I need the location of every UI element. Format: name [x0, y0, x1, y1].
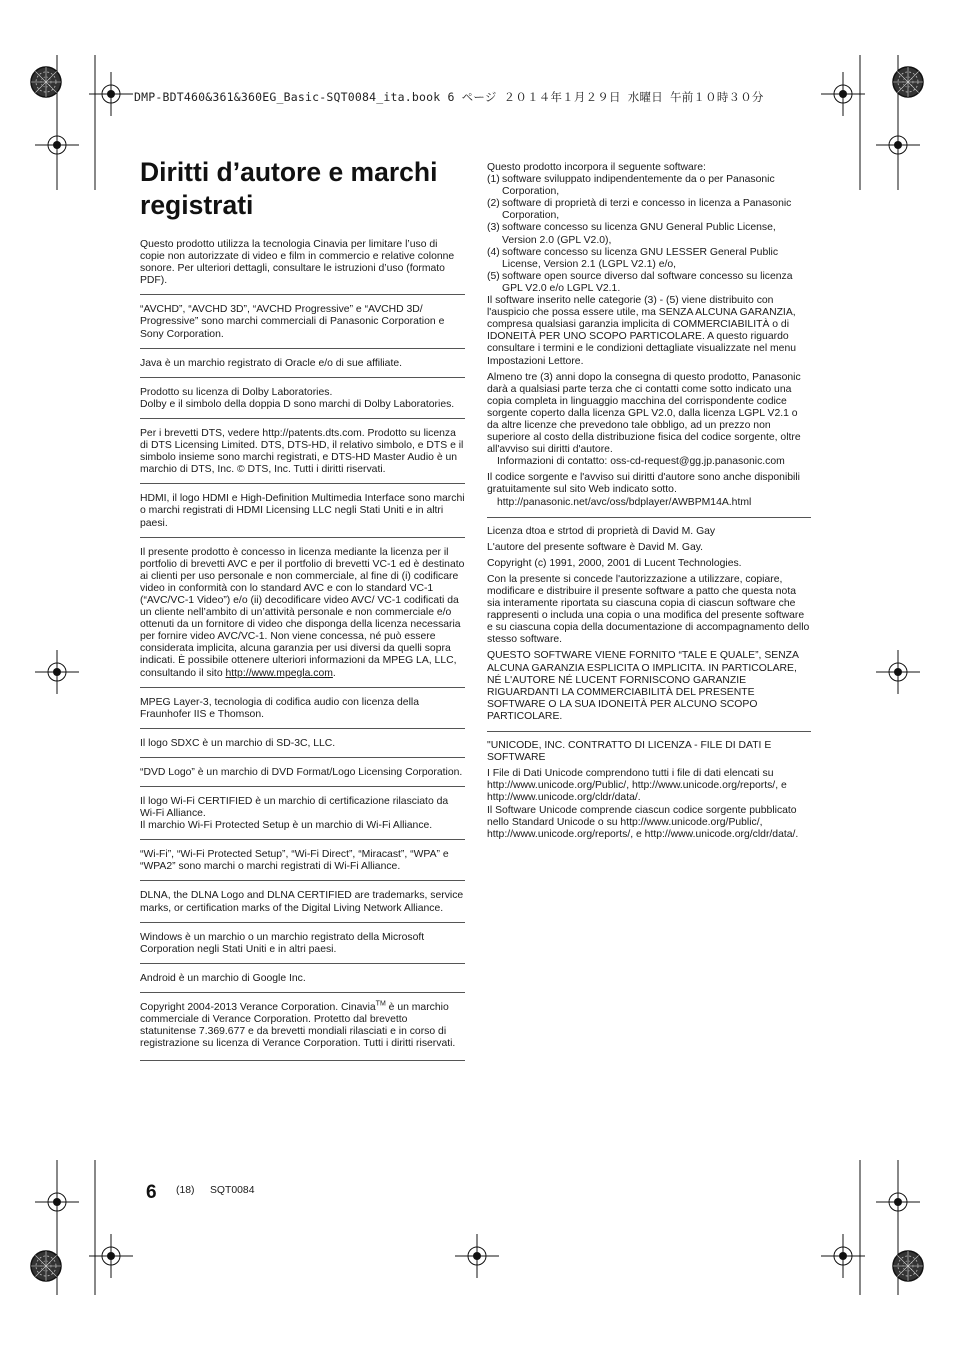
trademark-symbol: TM [375, 1000, 386, 1008]
list-item [487, 247, 811, 271]
source-offer-paragraph: Almeno tre (3) anni dopo la consegna di questo prodotto, Panasonic darà a qualsiasi parte terza che ci contatti come sotto indicato una copia completa in linguaggio macchina del corrispondente codice sorgente coperto dalla licenza GPL V2.0, dalla licenza LGPL V2.1 o da altre licenze che prevedono tale obbligo, ad un prezzo non superiore al costo della distribuzione fisica del codice sorgente, oltre all'avviso sui diritti d'autore. [487, 371, 801, 456]
list-item-number: (1) [487, 174, 500, 186]
unicode-body-block [487, 768, 811, 841]
wifi-certified-notice [140, 796, 465, 840]
verance-text [140, 1002, 465, 1050]
dts-text: Per i brevetti DTS, vedere http://patents.dts.com. Prodotto su licenza di DTS Licensing Limited. DTS, DTS-HD, il relativo simbolo, e DTS e il simbolo insieme sono marchi registrati, e DTS-HD Master Audio è un marchio di DTS, Inc. © DTS, Inc. Tutti i diritti riservati. [140, 427, 464, 476]
windows-text: Windows è un marchio o un marchio registrato della Microsoft Corporation negli Stati Uniti e in altri paesi. [140, 931, 425, 955]
hdmi-notice [140, 493, 465, 537]
list-item-number: (4) [487, 246, 500, 258]
list-item-text: software open source diverso dal software concesso su licenza GPL V2.0 e/o LGPL V2.1. [502, 270, 793, 294]
list-item-text: software concesso su licenza GNU LESSER General Public License, Version 2.1 (LGPL V2.1) e/o, [502, 246, 779, 270]
unicode-title: "UNICODE, INC. CONTRATTO DI LICENZA - FILE DI DATI E SOFTWARE [487, 740, 772, 764]
list-item [487, 271, 811, 295]
left-column [140, 239, 465, 1070]
dtoa-copyright-block [487, 558, 811, 570]
mpeg-notice [140, 697, 465, 729]
avchd-text: “AVCHD”, “AVCHD 3D”, “AVCHD Progressive” e “AVCHD 3D/ Progressive” sono marchi commerciali di Panasonic Corporation e Sony Corporation. [140, 304, 445, 340]
mpegla-link[interactable]: http://www.mpegla.com [225, 667, 333, 679]
avc-vc1-text [140, 547, 465, 680]
unicode-software: Il Software Unicode comprende ciascun codice sorgente pubblicato nello Standard Unicode o su http://www.unicode.org/Public/, http://www.unicode.org/reports/, e http://www.unicode.org/cldr/data/. [487, 804, 799, 840]
dtoa-permission-block [487, 574, 811, 647]
page-title: Diritti d’autore e marchi registrati [140, 157, 438, 220]
android-text: Android è un marchio di Google Inc. [140, 972, 306, 984]
wifi-protected-text: Il marchio Wi-Fi Protected Setup è un marchio di Wi-Fi Alliance. [140, 820, 433, 832]
cinavia-text: Questo prodotto utilizza la tecnologia Cinavia per limitare l’uso di copie non autorizzate di video e film in commercio e relative colonne sonore. Per ulteriori dettagli, consultare le istruzioni d’uso (formato PDF). [140, 239, 455, 287]
verance-body: è un marchio commerciale di Verance Corporation. Protetto dal brevetto statunitense 7.369.677 e da brevetti mondiali rilasciati e in corso di registrazione su licenza di Verance Corporation. Tutti i diritti riservati. [140, 1001, 456, 1050]
android-notice [140, 973, 465, 993]
list-item [487, 198, 811, 222]
list-item [487, 222, 811, 246]
wifi-marks-notice [140, 849, 465, 881]
verance-copyright: Copyright 2004-2013 Verance Corporation. Cinavia [140, 1001, 376, 1013]
dtoa-license-block [487, 526, 811, 538]
source-url[interactable]: http://panasonic.net/avc/oss/bdplayer/AWBPM14A.html [497, 496, 752, 508]
mpeg-text: MPEG Layer-3, tecnologia di codifica audio con licenza della Fraunhofer IIS e Thomson. [140, 696, 419, 720]
list-item-number: (2) [487, 198, 500, 210]
avc-vc1-notice [140, 547, 465, 688]
dolby-text-1: Prodotto su licenza di Dolby Laboratories. [140, 386, 333, 398]
dtoa-author: L'autore del presente software è David M. Gay. [487, 541, 704, 553]
dts-notice [140, 428, 465, 484]
software-intro: Questo prodotto incorpora il seguente software: [487, 162, 706, 173]
software-intro-block [487, 162, 811, 368]
avchd-notice [140, 304, 465, 348]
sdxc-notice [140, 738, 465, 758]
unicode-title-block [487, 740, 811, 764]
unicode-data-files: I File di Dati Unicode comprendono tutti i file di dati elencati su http://www.unicode.org/Public/, http://www.unicode.org/reports/, e http://www.unicode.org/cldr/data/. [487, 768, 787, 804]
warranty-paragraph: Il software inserito nelle categorie (3) - (5) viene distribuito con l'auspicio che possa essere utile, ma SENZA ALCUNA GARANZIA, compresa qualsiasi garanzia implicita di COMMERCIABILITÀ o di IDONEITÀ PER UNO SCOPO PARTICOLARE. A questo riguardo consultare i termini e le condizioni dettagliate visualizzate nel menu Impostazioni Lettore. [487, 295, 796, 367]
contact-info: Informazioni di contatto: oss-cd-request@gg.jp.panasonic.com [497, 456, 785, 468]
page-reference: (18) [176, 1185, 195, 1196]
dtoa-author-block [487, 542, 811, 554]
dlna-text: DLNA, the DLNA Logo and DLNA CERTIFIED are trademarks, service marks, or certification marks of the Digital Living Network Alliance. [140, 890, 464, 914]
list-item-text: software di proprietà di terzi e concesso in licenza a Panasonic Corporation, [502, 198, 792, 222]
hdmi-text: HDMI, il logo HDMI e High-Definition Multimedia Interface sono marchi o marchi registrati di HDMI Licensing LLC negli Stati Uniti e in altri paesi. [140, 493, 465, 529]
windows-notice [140, 932, 465, 964]
avc-vc1-body: Il presente prodotto è concesso in licenza mediante la licenza per il portfolio di brevetti AVC e per il portfolio di brevetti VC-1 ed è destinato ai clienti per uso personale e non commerciale, al fine di (i) codificare video in conformità con lo standard AVC e con lo standard VC-1 (“AVC/VC-1 Video”) e/o (ii) decodificare video AVC/ VC-1 codificati da un cliente nell’ambito di un’attività personale e non commerciale e/o ottenuti da un fornitore di video che disponga della licenza necessaria per fornire video AVC/VC-1. Non viene concessa, né può essere considerata implicita, alcuna garanzia per usi diversi da quelli sopra indicati. È possibile ottenere ulteriori informazioni da MPEG LA, LLC, consultando il sito [140, 546, 465, 679]
dtoa-copyright: Copyright (c) 1991, 2000, 2001 di Lucent Technologies. [487, 557, 742, 569]
dtoa-disclaimer: QUESTO SOFTWARE VIENE FORNITO “TALE E QUALE”, SENZA ALCUNA GARANZIA ESPLICITA O IMPLICITA. IN PARTICOLARE, NÉ L'AUTORE NÉ LUCENT FORNISCONO GARANZIE RIGUARDANTI LA COMMERCIABILITÀ DEL PRESENTE SOFTWARE O LA SUA IDONEITÀ PER ALCUNO SCOPO PARTICOLARE. [487, 650, 799, 722]
avc-vc1-end: . [332, 667, 336, 679]
list-item-number: (5) [487, 270, 500, 282]
list-item [487, 174, 811, 198]
page-number: 6 [146, 1182, 157, 1203]
list-item-number: (3) [487, 222, 500, 234]
source-availability-paragraph: Il codice sorgente e l'avviso sui diritti d'autore sono anche disponibili gratuitamente sul sito Web indicato sotto. [487, 472, 800, 496]
list-item-text: software sviluppato indipendentemente da o per Panasonic Corporation, [502, 174, 775, 198]
sdxc-text: Il logo SDXC è un marchio di SD-3C, LLC. [140, 737, 336, 749]
software-list [487, 174, 811, 295]
wifi-marks-text: “Wi-Fi”, “Wi-Fi Protected Setup”, “Wi-Fi Direct”, “Miracast”, “WPA” e “WPA2” sono marchi o marchi registrati di Wi-Fi Alliance. [140, 849, 449, 873]
list-item-text: software concesso su licenza GNU General Public License, Version 2.0 (GPL V2.0), [502, 222, 776, 246]
cinavia-notice [140, 239, 465, 295]
verance-notice [140, 1002, 465, 1061]
dvd-notice [140, 767, 465, 787]
dvd-text: “DVD Logo” è un marchio di DVD Format/Logo Licensing Corporation. [140, 766, 463, 778]
right-column [487, 162, 811, 845]
dlna-notice [140, 890, 465, 922]
java-text: Java è un marchio registrato di Oracle e/o di sue affiliate. [140, 357, 403, 369]
dolby-text-2: Dolby e il simbolo della doppia D sono marchi di Dolby Laboratories. [140, 398, 455, 410]
source-offer-block [487, 372, 811, 469]
java-notice [140, 358, 465, 378]
document-code: SQT0084 [210, 1185, 255, 1196]
dolby-notice [140, 387, 465, 419]
dtoa-disclaimer-block [487, 650, 811, 732]
dtoa-permission: Con la presente si concede l'autorizzazione a utilizzare, copiare, modificare e distribuire il presente software a patto che questa nota sia interamente riportata su ciascuna copia di ciascun software che rappresenti o includa una copia o una modifica del presente software e su ciascuna copia della documentazione di accompagnamento dello stesso software. [487, 573, 810, 646]
print-file-info: DMP-BDT460&361&360EG_Basic-SQT0084_ita.book 6 ページ ２０１４年１月２９日 水曜日 午前１０時３０分 [134, 90, 764, 104]
wifi-certified-text: Il logo Wi-Fi CERTIFIED è un marchio di certificazione rilasciato da Wi-Fi Alliance. [140, 796, 449, 820]
source-availability-block [487, 472, 811, 517]
dtoa-license-title: Licenza dtoa e strtod di proprietà di David M. Gay [487, 525, 716, 537]
